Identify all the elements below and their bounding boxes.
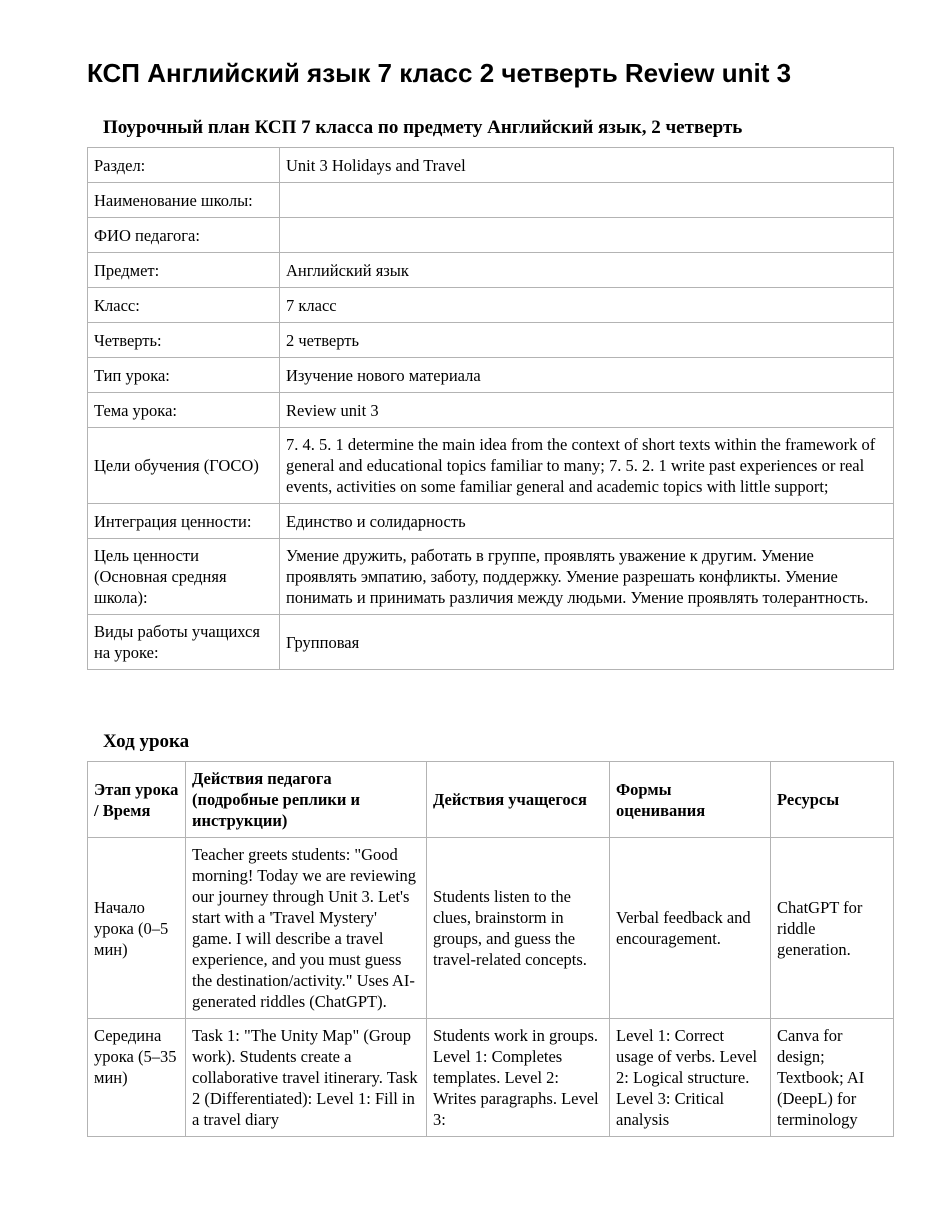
column-header-student-actions: Действия учащегося [427, 762, 610, 838]
info-value: Групповая [280, 615, 894, 670]
info-value: 7. 4. 5. 1 determine the main idea from the context of short texts within the framework of general and educational topics familiar to many; 7. 5. 2. 1 write past experiences or real events, activities on some familiar general and academic topics with little support; [280, 428, 894, 504]
info-row-grade [88, 288, 894, 323]
resources-cell: Canva for design; Textbook; AI (DeepL) for terminology [771, 1019, 894, 1137]
column-header-resources: Ресурсы [771, 762, 894, 838]
info-value: Unit 3 Holidays and Travel [280, 148, 894, 183]
column-header-teacher-actions: Действия педагога (подробные реплики и инструкции) [186, 762, 427, 838]
info-value [280, 218, 894, 253]
lesson-flow-table [87, 761, 894, 1137]
info-row-value-integration [88, 504, 894, 539]
assessment-cell: Verbal feedback and encouragement. [610, 838, 771, 1019]
info-row-work-types [88, 615, 894, 670]
lesson-info-table [87, 147, 894, 670]
info-label: Предмет: [88, 253, 280, 288]
info-value: Review unit 3 [280, 393, 894, 428]
info-label: Наименование школы: [88, 183, 280, 218]
info-value: 7 класс [280, 288, 894, 323]
info-row-quarter [88, 323, 894, 358]
info-value: Умение дружить, работать в группе, проявлять уважение к другим. Умение проявлять эмпатию, заботу, поддержку. Умение разрешать конфликты. Умение понимать и принимать различия между людьми. Умение проявлять толерантность. [280, 539, 894, 615]
info-row-teacher [88, 218, 894, 253]
info-label: ФИО педагога: [88, 218, 280, 253]
resources-cell: ChatGPT for riddle generation. [771, 838, 894, 1019]
info-label: Цели обучения (ГОСО) [88, 428, 280, 504]
table-row [88, 838, 894, 1019]
info-row-section [88, 148, 894, 183]
lesson-header-row [88, 762, 894, 838]
info-row-lesson-type [88, 358, 894, 393]
info-label: Четверть: [88, 323, 280, 358]
student-actions-cell: Students listen to the clues, brainstorm in groups, and guess the travel-related concepts. [427, 838, 610, 1019]
page-title: КСП Английский язык 7 класс 2 четверть Review unit 3 [87, 58, 792, 88]
table-row [88, 1019, 894, 1137]
info-row-lesson-topic [88, 393, 894, 428]
info-value: Изучение нового материала [280, 358, 894, 393]
stage-cell: Начало урока (0–5 мин) [88, 838, 186, 1019]
info-label: Тема урока: [88, 393, 280, 428]
student-actions-cell: Students work in groups. Level 1: Completes templates. Level 2: Writes paragraphs. Level 3: [427, 1019, 610, 1137]
column-header-stage: Этап урока / Время [88, 762, 186, 838]
stage-cell: Середина урока (5–35 мин) [88, 1019, 186, 1137]
column-header-assessment: Формы оценивания [610, 762, 771, 838]
info-value: 2 четверть [280, 323, 894, 358]
course-heading: Ход урока [103, 731, 190, 752]
info-label: Раздел: [88, 148, 280, 183]
info-value: Английский язык [280, 253, 894, 288]
info-value [280, 183, 894, 218]
assessment-cell: Level 1: Correct usage of verbs. Level 2: Logical structure. Level 3: Critical analysis [610, 1019, 771, 1137]
info-label: Виды работы учащихся на уроке: [88, 615, 280, 670]
info-row-school [88, 183, 894, 218]
info-label: Класс: [88, 288, 280, 323]
info-row-learning-goals [88, 428, 894, 504]
plan-heading: Поурочный план КСП 7 класса по предмету Английский язык, 2 четверть [103, 117, 743, 138]
teacher-actions-cell: Task 1: "The Unity Map" (Group work). Students create a collaborative travel itinerary. Task 2 (Differentiated): Level 1: Fill in a travel diary [186, 1019, 427, 1137]
info-value: Единство и солидарность [280, 504, 894, 539]
info-label: Цель ценности (Основная средняя школа): [88, 539, 280, 615]
info-row-subject [88, 253, 894, 288]
info-label: Тип урока: [88, 358, 280, 393]
teacher-actions-cell: Teacher greets students: "Good morning! Today we are reviewing our journey through Unit 3. Let's start with a 'Travel Mystery' game. I will describe a travel experience, and you must guess the destination/activity." Uses AI-generated riddles (ChatGPT). [186, 838, 427, 1019]
info-row-value-goal [88, 539, 894, 615]
info-label: Интеграция ценности: [88, 504, 280, 539]
